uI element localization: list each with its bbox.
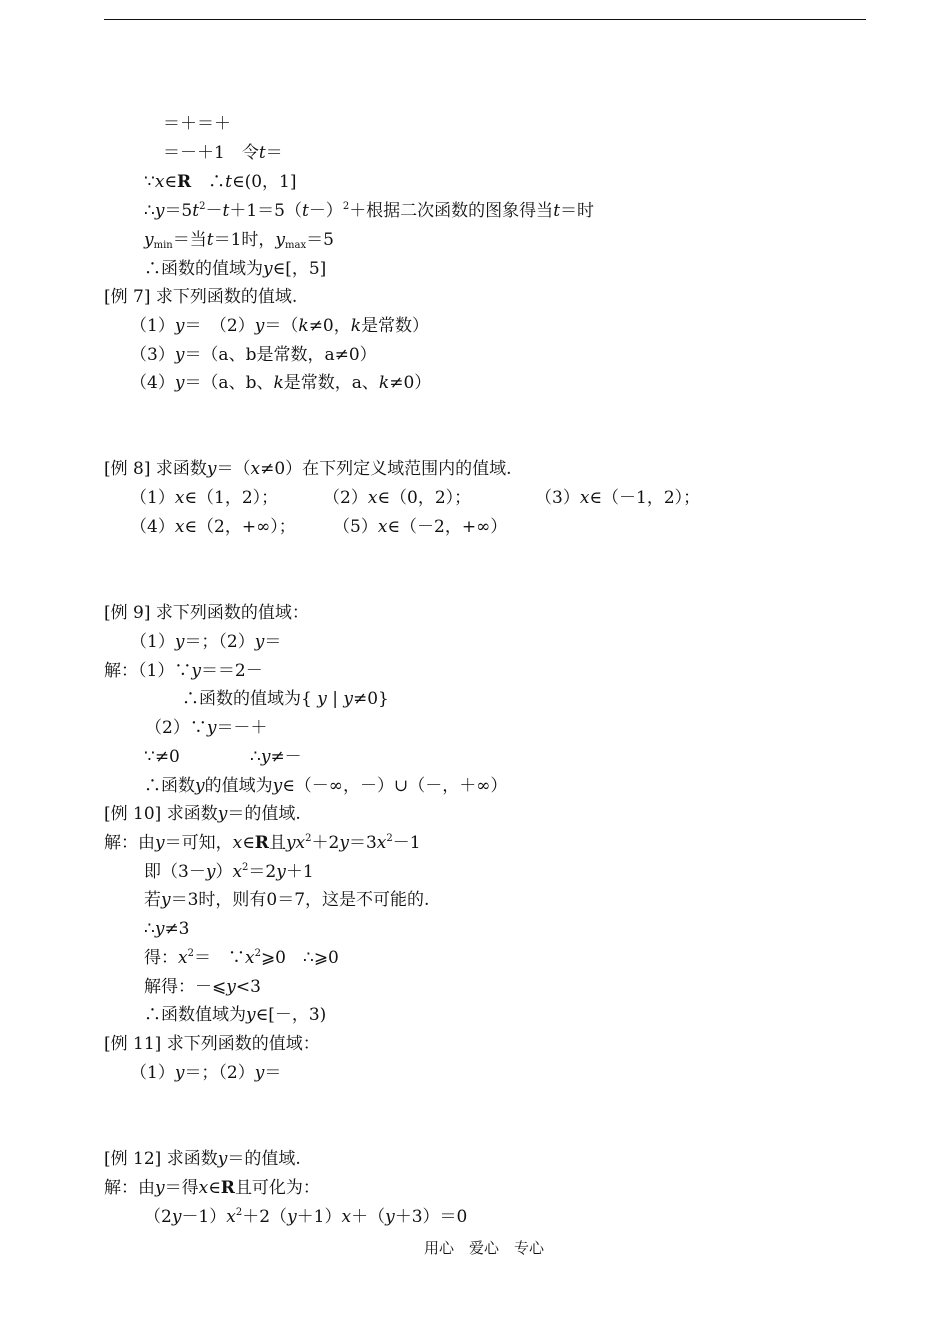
example-8-heading: [例 8] 求函数y＝（x≠0）在下列定义域范围内的值域.: [104, 459, 512, 479]
text-line: （3）x∈（－1，2）；: [535, 488, 701, 508]
example-11-heading: [例 11] 求下列函数的值域：: [104, 1034, 320, 1054]
text-line: 得：$x^2=$ $\because x^2⩾0$ ∴⩾0: [144, 948, 339, 968]
text-line: （4）x∈（2，+∞）；: [130, 517, 296, 537]
text-line: （1）x∈（1，2）；: [130, 488, 279, 508]
text-line: （2）∵y＝－＋: [145, 718, 268, 738]
text-line: 解得：－⩽y<3: [144, 977, 261, 997]
text-line: 即$(3-y)x^2=2y+1$: [144, 862, 314, 882]
text-line: 解：由y＝可知，x∈R且$yx^2+2y=3x^2-1$: [104, 833, 421, 853]
text-line: 解：由y＝得x∈R且可化为：: [104, 1178, 320, 1198]
text-line: （1）y＝；（2）y＝: [130, 1063, 282, 1083]
header-rule: [104, 19, 866, 20]
example-10-heading: [例 10] 求函数y＝的值域.: [104, 804, 301, 824]
text-line: ∴函数的值域为{ y | y≠0}: [182, 689, 389, 709]
text-line: ∴函数y的值域为y∈（－∞，－）∪（－，＋∞）: [144, 776, 508, 796]
text-line: $(2y-1)x^2+2(y+1)x+(y+3)=0$: [144, 1207, 468, 1227]
text-line: （1）y＝；（2）y＝: [130, 632, 282, 652]
text-line: ∵x∈R ∴t∈(0，1]: [144, 172, 297, 192]
page-footer: 用心 爱心 专心: [424, 1239, 545, 1257]
text-line: ∴函数值域为y∈[－，3): [144, 1005, 327, 1025]
text-line: ＝＋＝＋: [163, 114, 231, 134]
text-line: ∴y≠3: [144, 919, 190, 939]
text-line: ＝－＋1 令t＝: [163, 143, 283, 163]
text-line: $y_{min}=$当t＝1时，$y_{max}=5$: [144, 230, 334, 251]
text-line: （1）y＝ （2）y＝（k≠0，k是常数）: [130, 316, 430, 336]
text-line: （4）y＝（a、b、k是常数，a、k≠0）: [130, 373, 432, 393]
text-line: 若y＝3时，则有0＝7，这是不可能的.: [144, 890, 430, 910]
text-line: （5）x∈（－2，+∞）: [333, 517, 508, 537]
text-line: $\therefore y=5t^2-t+1=5(t-)^2+$根据二次函数的图象得当t＝时: [144, 201, 595, 221]
text-line: 解：（1）∵y＝＝2－: [104, 661, 263, 681]
example-12-heading: [例 12] 求函数y＝的值域.: [104, 1149, 301, 1169]
text-line: （2）x∈（0，2）；: [323, 488, 472, 508]
text-line: ∵≠0: [144, 747, 180, 767]
text-line: ∴y≠－: [250, 747, 302, 767]
example-7-heading: [例 7] 求下列函数的值域.: [104, 287, 298, 307]
text-line: （3）y＝（a、b是常数，a≠0）: [130, 345, 377, 365]
example-9-heading: [例 9] 求下列函数的值域：: [104, 603, 309, 623]
text-line: ∴函数的值域为y∈[，5]: [144, 259, 327, 279]
